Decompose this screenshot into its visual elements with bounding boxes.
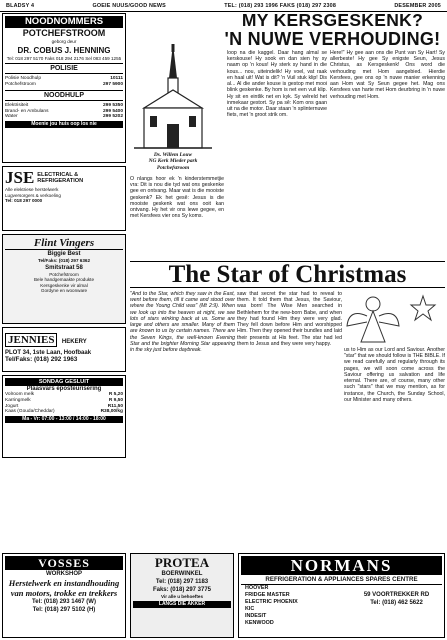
normans-item: INDESIT	[245, 613, 267, 619]
star-col3: us to Him as our Lord and Saviour. Another "star" that we should follow is THE BIBLE. If we read carefully and regularly through its pages, we will soon come across the Saviour offering us salvation and life eternal. There are, of course, many other such "stars" that we may mention, as for instance, the Church, the Sunday School, our Minister and many others.	[344, 347, 445, 403]
sondag-sub: Plaasvars eposteurisering	[26, 386, 102, 392]
article-headline	[220, 11, 445, 49]
ad-flinters	[2, 234, 126, 324]
church-caption: Ds. Willem Louw NG Kerk Mieder park Potchefstroom	[148, 152, 198, 171]
protea-faks: Faks: (018) 297 3775	[152, 587, 212, 593]
article-col2: loop na die kaggel. Daar hang almal se kerskouse! Hy sook en dan sien hy sy naam op 'n kous! Hy sterk sy hand in die kous... nou, uiteindelik! Hy voel, vat raak en haal uit! Wat is dit? 'n Vuil stuk klip! Dis al... Al die ander kouse is gestop met mooi blink geskenke. By hom is net een vuil klip. Hy sit en eintlik net en kyk. Sy wêreld het inmekaar gestort. Sy pa sê: Kom ons gaan uit na die motor. Daar staan 'n splinternuwe fiets, met 'n groot strik om.	[227, 50, 327, 119]
price-row: Volroom melk R 5,20	[5, 392, 123, 397]
flinters-line: Gordyne en woonware	[40, 288, 88, 294]
headline-line1: MY KERSGESKENK?	[241, 10, 424, 30]
ad-jse	[2, 166, 126, 231]
article-col3: Here!" Hy gee aan ons die Punt van Sy Hart! Sy allerbeste! Hy gee Sy enigste Seun, Jesus Christus, as Kersgeskenk! Ons word die verhouding met Hom aangebied. Hierdie Kersfees, gee ons op 'n nuwe manier erkenning aan Hom wat Sy Seun gegee het. Mag ons Kersfees van harte met Hom deurbring in 'n nuwe verhouding met Hom.	[330, 50, 445, 100]
vosses-slogan: Herstelwerk en instandhouding van motors, trokke en trekkers	[8, 578, 120, 598]
normans-tel: Tel: (018) 462 5622	[370, 600, 423, 606]
sondag-title: SONDAG GESLUIT	[5, 378, 123, 386]
normans-item: FRIDGE MASTER	[245, 592, 290, 598]
ad-address: Tel: 018 297 5170 Faks 018 294 2176 Sel 083 459 1255	[6, 55, 122, 61]
ad-row: Potchefstroom 297 5900	[5, 81, 123, 87]
protea-foot: LANGS DIE AKKER	[133, 601, 231, 608]
vosses-tel: Tel: (018) 297 5102 (H)	[32, 607, 96, 613]
angel-illustration	[343, 290, 445, 345]
price-row: Jogurt R11,50	[5, 403, 123, 409]
jennies-sub: HEKERY	[61, 339, 87, 345]
flinters-tel: Tel/Faks: (018) 297 6362	[37, 258, 90, 263]
ad-bar: Moenie jou huis oop los nie	[5, 121, 123, 128]
article-col1: O nlangs hoor ek 'n kinderstemmetjie vra: Dit is nou die tyd wat ons geskenke gee en ontvang. Maar wat is die mooiste geskenk? Ek het gesê: Jesus is die mooiste geskenk wat ons ooit kan ontvang. Hy het vir ons lewe gegee, en met Kersfees vier ons Sy koms.	[130, 176, 224, 220]
normans-item: KENWOOD	[245, 620, 274, 626]
price-row: Karringmelk R 9,50	[5, 397, 123, 403]
flinters-town: Potchefstroom	[49, 271, 79, 277]
ad-row: Brand- en Ambulans 299 5400	[5, 108, 123, 114]
normans-sub: REFRIGERATION & APPLIANCES SPARES CENTRE	[241, 575, 442, 585]
jse-logo: JSE	[5, 168, 35, 187]
vosses-tel: Tel: (018) 293 1467 (W)	[32, 599, 96, 605]
ad-row: Polisie Noodhulp 10111	[5, 76, 123, 82]
ad-row: Elektrisiteit 299 5350	[5, 102, 123, 108]
ad-sponsor: geborg deur	[51, 39, 77, 44]
headline-line2: 'N NUWE VERHOUDING!	[224, 29, 441, 49]
star-title: The Star of Christmas	[130, 261, 445, 288]
jse-line: Lugversorgers & verkoeling	[5, 192, 61, 198]
protea-tel: Tel: (018) 297 1183	[155, 579, 209, 585]
ad-town: POTCHEFSTROOM	[22, 28, 106, 38]
ad-section: NOODHULP	[5, 90, 123, 101]
normans-item: ELECTRIC PHOENIX	[245, 599, 298, 605]
flinters-line: Kersgeskenke vir almal	[40, 282, 88, 288]
vosses-sub: WORKSHOP	[46, 571, 82, 577]
normans-item: KIC	[245, 606, 255, 612]
page-number: BLADSY 4	[6, 3, 35, 9]
sondag-hours: Ma - Vr: 07:00 - 13:00 / 14:00 - 18:00	[5, 416, 123, 423]
price-row: Kaas (Gouda/Cheddar) R38,00/kg	[5, 409, 123, 415]
flinters-name: Flint Vingers	[5, 237, 123, 250]
header-contact: TEL: (018) 293 1996 FAKS (018) 297 2308	[224, 3, 337, 9]
ad-vosses	[2, 553, 126, 638]
church-illustration	[130, 40, 216, 160]
ad-protea	[130, 553, 234, 638]
jennies-tel: Tel/Faks: (018) 292 1963	[5, 356, 78, 363]
star-col1: "And to the Star, which they saw in the East, went before them, till it came and stood over where the Young Child was" (Mt 2:9). When we look up into the heaven at night, we see lots of stars winking back at us. Some are large and others are smaller. Many of them are known to us by certain names. There are the Seven Kings, the well-known Evening Star and the brighter Morning Star appearing in the sky just before daybreak.	[130, 291, 235, 353]
left-ad-column	[2, 13, 126, 551]
ad-doctor: DR. COBUS J. HENNING	[17, 45, 111, 55]
jse-line: Tel: 018 297 0000	[5, 198, 43, 204]
jse-line: Alle elektriese herstelwerk	[5, 187, 59, 192]
protea-slogan: Vir alle u behoeftes	[160, 594, 204, 599]
vosses-title: VOSSES	[5, 556, 123, 570]
flinters-street: Smitstraat 58	[45, 264, 83, 271]
ad-normans	[238, 553, 445, 638]
normans-item: HOOVER	[245, 585, 269, 591]
jennies-plot: PLOT 34, 1ste Laan, Hoofbaak	[5, 350, 92, 356]
ad-section: POLISIE	[5, 63, 123, 74]
flinters-slogan: Biggie Best	[47, 251, 81, 257]
star-col2: saw that secret the star had to reveal to them. It told them that Jesus, the Saviour, was born! The Wise Men searched in Bethlehem for the new-born Babe, and when they had found Him they were very glad. They fell down before Him and worshipped Him. Then they opened their bundles and laid their presents at His feet. The star had led them to Jesus and they were very happy.	[237, 291, 342, 347]
ad-jennies	[2, 327, 126, 372]
protea-sub: BOERWINKEL	[161, 571, 203, 577]
protea-title: PROTEA	[154, 555, 210, 570]
paper-name: GOEIE NUUS/GOOD NEWS	[92, 3, 166, 9]
ad-sondag	[2, 375, 126, 458]
ad-row: Water 299 5202	[5, 114, 123, 120]
flinters-line: Bele handgemaakte produkte	[33, 277, 95, 283]
normans-address: 59 VOORTREKKER RD	[363, 592, 430, 598]
jse-tag: ELECTRICAL & REFRIGERATION	[37, 172, 84, 184]
ad-noodnommers	[2, 13, 126, 163]
normans-title: NORMANS	[241, 556, 442, 575]
ad-title: NOODNOMMERS	[5, 16, 123, 28]
jennies-name: JENNIES	[5, 333, 57, 347]
issue-date: DESEMBER 2005	[394, 3, 441, 9]
